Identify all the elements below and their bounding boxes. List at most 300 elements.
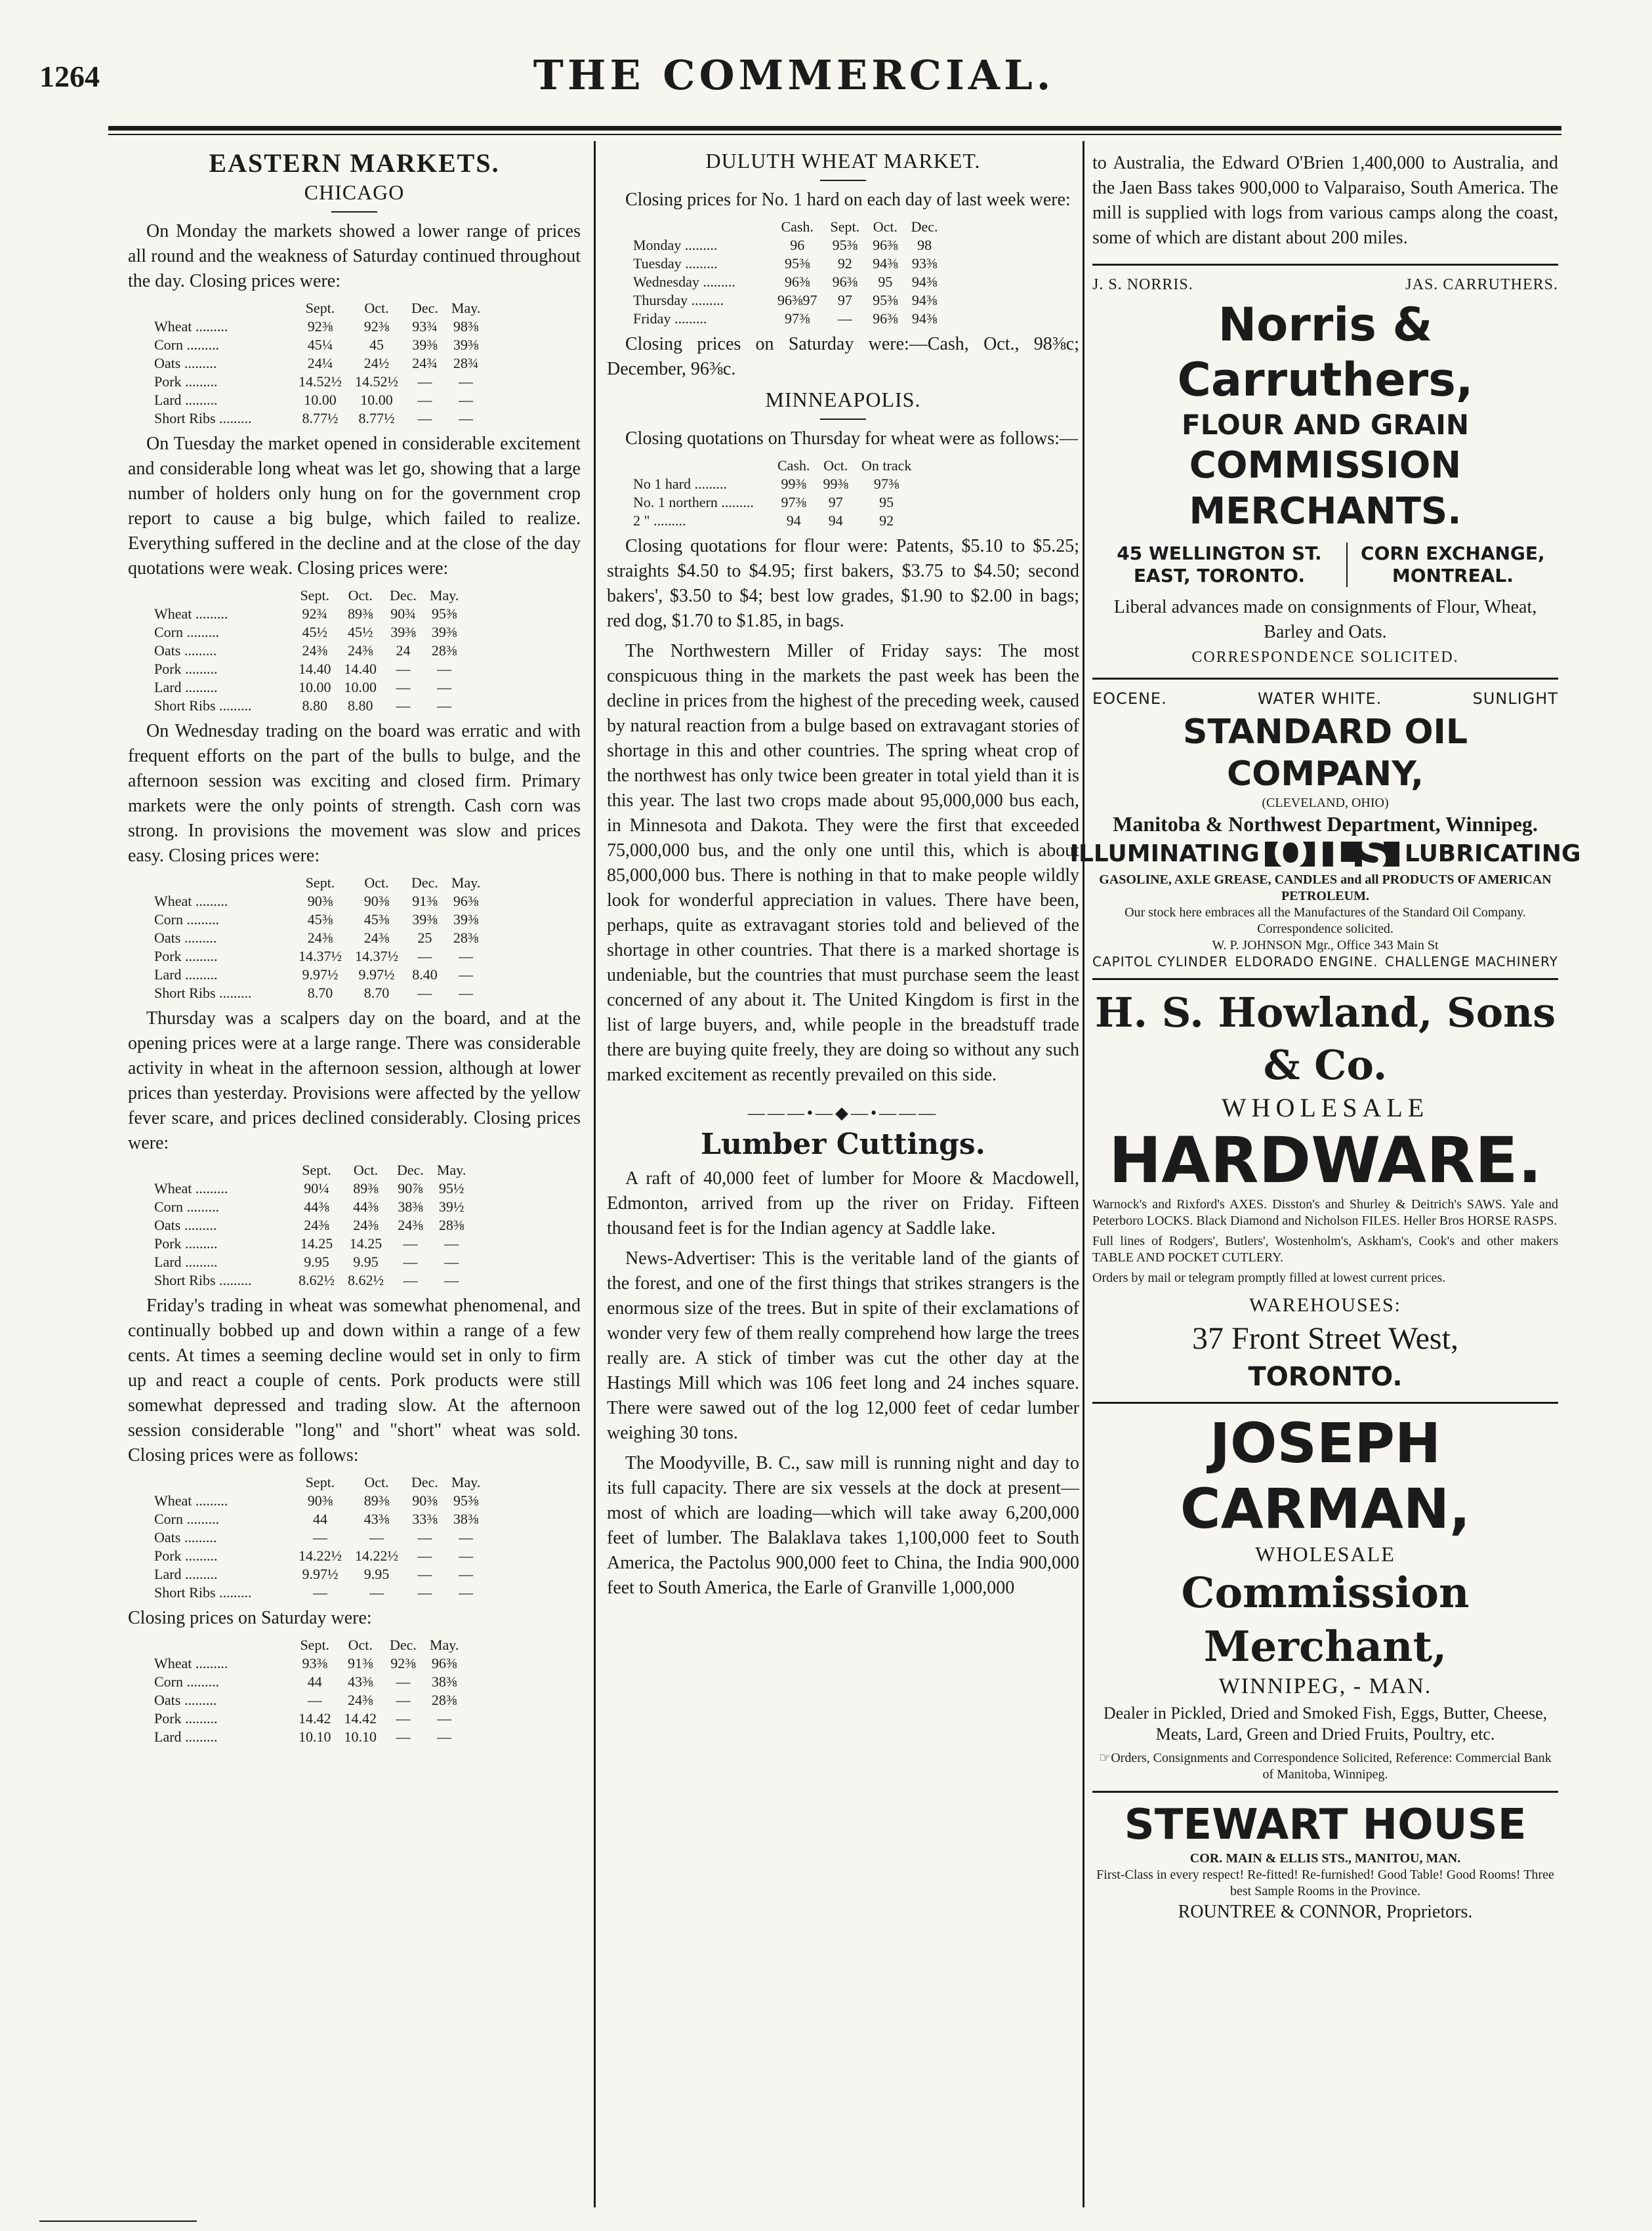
table-row [154,1492,487,1510]
table-header-row [154,1636,465,1654]
row-label: Wheat ......... [154,1180,228,1197]
column-header: Dec. [397,1162,424,1178]
ad-body: Orders by mail or telegram promptly filled at lowest current prices. [1092,1271,1446,1285]
price-cell: 14.52½ [355,373,398,390]
price-cell: — [459,410,474,426]
column-header: Oct. [348,1637,373,1653]
price-cell: 45¼ [307,337,333,353]
paragraph: Closing quotations for flour were: Patents, $5.10 to $5.25; straights $4.50 to $4.95; first bakers, $3.75 to $4.50; second bakers', $3.50 to $4; best low grades, $1.90 to $2.00 in bags; red dog, $1.70 to $1.85, in bags. [607,536,1079,631]
table-row [154,354,487,373]
paragraph: to Australia, the Edward O'Brien 1,400,000 to Australia, and the Jaen Bass takes 900,000 to Valparaiso, South America. The mill is supplied with logs from various camps along the coast, some of which are distant about 200 miles. [1092,153,1558,248]
ad-line: WHOLESALE [1221,1093,1430,1122]
price-cell: 14.37½ [299,948,342,964]
table-row [154,336,487,354]
price-cell: — [403,1235,418,1252]
table-row [154,966,487,984]
price-cell: — [437,661,452,677]
sub-title: CHICAGO [304,180,405,204]
row-label: Oats ......... [154,1529,217,1545]
price-cell: 92⅜ [307,318,333,335]
table-row [633,291,945,310]
price-cell: 96⅜ [785,274,810,290]
price-cell: — [437,1729,452,1745]
price-cell: — [369,1529,384,1545]
price-cell: 95⅜ [431,605,457,622]
price-cell: 14.25 [300,1235,333,1252]
table-row [154,1198,472,1216]
price-cell: 8.70 [307,985,333,1001]
price-cell: 90⅞ [398,1180,423,1197]
section-title: Lumber Cuttings. [701,1128,985,1161]
table-row [154,697,465,715]
column-header: Cash. [777,457,810,474]
price-cell: 92 [837,255,852,272]
oils-banner [1069,830,1581,878]
table-header-row [154,586,465,605]
row-label: Short Ribs ......... [154,1272,252,1288]
column-header: May. [436,1162,466,1178]
ad-body: Dealer in Pickled, Dried and Smoked Fish, Eggs, Butter, Cheese, Meats, Lard, Green and Dried Fruits, Poultry, etc. [1103,1704,1548,1744]
price-cell: 9.95 [353,1254,379,1270]
price-cell: 94⅜ [911,274,938,290]
price-cell: 24⅜ [307,930,333,946]
price-table [154,874,487,1002]
ad-body: First-Class in every respect! Re-fitted! Re-furnished! Good Table! Good Rooms! Three best Sample Rooms in the Province. [1096,1868,1554,1898]
paragraph: Closing prices for No. 1 hard on each day of last week were: [625,190,1071,210]
price-cell: — [459,985,474,1001]
price-cell: 94⅜ [911,292,938,308]
price-cell: 45½ [348,624,373,640]
price-cell: — [459,966,474,983]
column-header: On track [861,457,912,474]
partner-name: JAS. CARRUTHERS. [1405,276,1558,293]
price-cell: 95 [878,274,893,290]
firm-name: JOSEPH CARMAN, [1180,1411,1471,1541]
price-cell: 44⅜ [353,1198,379,1215]
ad-stewart-house [1092,1793,1558,1933]
column-header: Sept. [830,218,860,235]
price-cell: 89⅜ [353,1180,379,1197]
price-cell: — [417,410,432,426]
price-cell: — [459,1547,474,1564]
table-row [633,512,918,530]
table-row [633,475,918,493]
table-row [154,1691,465,1709]
price-cell: 93⅜ [911,255,938,272]
row-label: Pork ......... [154,1710,218,1727]
price-cell: 99⅜ [823,476,848,492]
paragraph: Closing prices on Saturday were:—Cash, Oct., 98⅜c; December, 96⅜c. [607,334,1079,379]
price-cell: 97 [837,292,852,308]
price-cell: 25 [417,930,432,946]
price-cell: 8.77½ [302,410,339,426]
paragraph: The Northwestern Miller of Friday says: The most conspicuous thing in the markets the past week has been the decline in prices from the highest of the preceding week, caused by natural reaction from a bulge based on extravagant stories of shortage in this and other countries. The spring wheat crop of the northwest has only twice been greater in total yield than it is this year. The last two crops made about 95,000,000 bus each, in Minnesota and Dakota. They were the first that exceeded 75,000,000 bus, and the only one until this, which is about 85,000,000 bus. There is nothing in that to make people wildly look for wonderful appreciation in values. There have been, perhaps, quite as extravagant stories told and believed of the shortage in other countries. That there is a marked shortage is undeniable, but the countries that must purchase seem the least concerned of any about it. The United Kingdom is first in the list of large buyers, and, while people in the breadstuff trade there are buying quite freely, they are doing so without any such marked excitement as recently prevailed on this side. [607,641,1079,1085]
column-header [154,299,292,317]
oil-type: ILLUMINATING [1069,840,1260,867]
row-label: Short Ribs ......... [154,697,252,714]
row-label: Oats ......... [154,1692,217,1708]
price-cell: 38⅜ [453,1511,479,1527]
table-row [154,391,487,409]
row-label: Corn ......... [154,1673,219,1690]
column-header: Sept. [300,1637,330,1653]
table-header-row [633,457,918,475]
row-label: Short Ribs ......... [154,985,252,1001]
address-montreal: CORN EXCHANGE, MONTREAL. [1361,542,1545,586]
price-cell: 92⅜ [390,1655,416,1671]
row-label: Wheat ......... [154,893,228,909]
price-cell: 14.25 [349,1235,382,1252]
page-header [39,39,1548,112]
row-label: Wheat ......... [154,1492,228,1509]
price-cell: 39⅜ [431,624,457,640]
table-row [154,605,465,623]
column-header: May. [451,874,481,891]
product: CAPITOL CYLINDER [1092,954,1228,970]
price-cell: 39½ [438,1198,465,1215]
paragraph: Thursday was a scalpers day on the board, and at the opening prices were at a large range. There was considerable activity in wheat in the afternoon session, although at lower prices than yesterday. Provisions were affected by the yellow fever scare, and prices declined considerably. Closing prices were: [128,1008,581,1153]
price-table [154,586,465,715]
row-label: Lard ......... [154,679,218,695]
price-cell: 14.37½ [355,948,398,964]
row-label: Oats ......... [154,642,217,659]
price-cell: 96⅜ [873,310,898,327]
row-label: Wheat ......... [154,605,228,622]
price-cell: 10.10 [299,1729,331,1745]
hardware-title: HARDWARE. [1108,1124,1542,1197]
column-header: Oct. [348,587,373,604]
price-cell: — [459,373,474,390]
price-cell: — [417,1547,432,1564]
table-row [154,1510,487,1528]
row-label: Pork ......... [154,373,218,390]
row-label: Oats ......... [154,930,217,946]
table-row [154,623,465,642]
column-header: Cash. [781,218,814,235]
price-cell: — [313,1529,327,1545]
warehouses-label: WAREHOUSES: [1249,1294,1401,1316]
hotel-address: COR. MAIN & ELLIS STS., MANITOU, MAN. [1189,1851,1461,1866]
table-row [633,310,945,328]
price-cell: — [417,373,432,390]
table-row [154,678,465,697]
price-cell: 98 [917,237,932,253]
price-cell: 97⅜ [785,310,810,327]
column-header: Oct. [353,1162,379,1178]
row-label: Thursday ......... [633,292,724,308]
price-cell: — [417,985,432,1001]
paragraph: On Tuesday the market opened in considerable excitement and considerable long wheat was let go, showing that a large number of holders only hung on for the government crop report to cause a big bulge, which failed to realize. Everything suffered in the decline and at the close of the day quotations were weak. Closing prices were: [128,434,581,579]
column-header: Sept. [305,300,335,316]
table-row [154,1528,487,1547]
price-cell: — [403,1272,418,1288]
paragraph: Closing prices on Saturday were: [128,1608,372,1628]
price-cell: 43⅜ [363,1511,390,1527]
table-row [154,1253,472,1271]
price-cell: — [459,948,474,964]
row-label: Pork ......... [154,1235,218,1252]
price-table [154,1161,472,1290]
price-cell: 10.10 [344,1729,377,1745]
price-cell: 90⅜ [307,893,333,909]
firm-name: Norris & Carruthers, [1177,298,1474,407]
price-table [154,1636,465,1746]
price-cell: 90⅜ [307,1492,333,1509]
row-label: Wheat ......... [154,318,228,335]
price-cell: 24⅜ [353,1217,379,1233]
footer-rule [39,2221,197,2222]
price-cell: 45⅜ [363,911,390,928]
price-cell: 24⅜ [363,930,390,946]
price-cell: 14.22½ [299,1547,342,1564]
column-header: Dec. [411,300,438,316]
table-header-row [154,874,487,892]
price-cell: 10.00 [360,392,393,408]
price-cell: — [444,1235,459,1252]
column-header [154,874,292,892]
ad-body: Warnock's and Rixford's AXES. Disston's and Shurley & Deitrich's SAWS. Yale and Peterboro LOCKS. Black Diamond and Nicholson FILES. Heller Bros HORSE RASPS. [1092,1197,1558,1228]
table-header-row [154,1473,487,1492]
table-row [154,1547,487,1565]
price-cell: 96⅜ [832,274,858,290]
price-cell: — [459,1584,474,1601]
column-header: May. [451,1474,481,1490]
row-label: Short Ribs ......... [154,1584,252,1601]
page-number: 1264 [39,60,100,93]
row-label: Oats ......... [154,1217,217,1233]
price-cell: — [444,1254,459,1270]
row-label: Lard ......... [154,1729,218,1745]
price-cell: 39⅜ [390,624,416,640]
paragraph: News-Advertiser: This is the veritable land of the giants of the forest, and one of the first things that strikes strangers is the enormous size of the trees. But in spite of their exclamations of wonder very few of them really comprehend how large the trees really are. A stick of timber was cut the other day at the Hastings Mill which was 106 feet long and 24 inches square. There were sawed out of the log 12,000 feet of cedar lumber weighing 30 tons. [607,1248,1079,1443]
continued-article [1092,144,1558,266]
paragraph: On Monday the markets showed a lower range of prices all round and the weakness of Saturday continued throughout the day. Closing prices were: [128,221,581,291]
row-label: Tuesday ......... [633,255,718,272]
price-cell: 14.40 [344,661,377,677]
price-cell: 9.97½ [302,966,339,983]
price-table [154,299,487,428]
table-row [154,929,487,947]
row-label: Corn ......... [154,337,219,353]
price-cell: 8.70 [363,985,390,1001]
price-cell: — [444,1272,459,1288]
row-label: No. 1 northern ......... [633,494,754,510]
short-rule [820,180,866,181]
price-cell: 24½ [363,355,390,371]
column-header: May. [451,300,481,316]
column-header: Dec. [390,1637,417,1653]
price-cell: — [417,1584,432,1601]
table-row [633,236,945,255]
partner-name: J. S. NORRIS. [1092,276,1193,293]
price-cell: 28⅜ [453,930,479,946]
price-cell: 10.00 [344,679,377,695]
header-rule-thin [108,134,1561,135]
price-cell: 9.95 [363,1566,390,1582]
manager: W. P. JOHNSON Mgr., Office 343 Main St [1212,938,1439,952]
table-row [154,409,487,428]
column-divider [594,141,596,2207]
price-cell: 89⅜ [363,1492,390,1509]
price-cell: — [417,1566,432,1582]
table-row [633,493,918,512]
price-cell: — [396,1710,411,1727]
price-cell: — [369,1584,384,1601]
row-label: Corn ......... [154,1511,219,1527]
brand: SUNLIGHT [1472,689,1558,708]
price-cell: — [459,392,474,408]
price-cell: 92 [879,512,894,529]
price-cell: 39⅜ [453,911,479,928]
price-cell: — [396,661,411,677]
ad-body: Full lines of Rodgers', Butlers', Wostenholm's, Askham's, Cook's and other makers TABLE AND POCKET CUTLERY. [1092,1234,1558,1265]
column-header [633,457,771,475]
column-header: Sept. [305,1474,335,1490]
price-cell: 90⅜ [363,893,390,909]
price-cell: 14.42 [344,1710,377,1727]
column-duluth-lumber [607,144,1079,1606]
table-header-row [154,299,487,317]
price-cell: 8.80 [302,697,327,714]
price-cell: 10.00 [299,679,331,695]
table-row [154,911,487,929]
price-cell: — [396,1692,411,1708]
column-header: Dec. [411,874,438,891]
price-table [154,1473,487,1602]
price-cell: 38⅜ [398,1198,423,1215]
hotel-name: STEWART HOUSE [1124,1801,1527,1849]
price-cell: 96⅜ [431,1655,457,1671]
price-cell: 24⅜ [302,642,327,659]
paragraph: On Wednesday trading on the board was erratic and with frequent efforts on the part of the bulls to bulge, and the afternoon session was exciting and closed firm. Primary markets were the only points of strength. Cash corn was strong. In provisions the movement was slow and prices easy. Closing prices were: [128,721,581,866]
product: ELDORADO ENGINE. [1235,954,1378,970]
table-row [633,273,945,291]
table-row [154,642,465,660]
price-cell: 8.80 [348,697,373,714]
column-header: May. [429,587,459,604]
column-eastern-markets [128,144,581,1750]
ad-line: FLOUR AND GRAIN [1182,409,1469,441]
price-cell: — [417,948,432,964]
price-cell: 14.52½ [299,373,342,390]
table-row [154,1673,465,1691]
table-row [154,1216,472,1235]
price-cell: 10.00 [304,392,337,408]
price-cell: 9.95 [304,1254,329,1270]
price-cell: 90¾ [390,605,416,622]
price-cell: — [307,1692,322,1708]
address-row [1092,542,1558,587]
price-cell: 91⅜ [348,1655,373,1671]
column-header: Dec. [390,587,417,604]
price-cell: 24⅜ [348,1692,373,1708]
price-cell: 96⅜97 [777,292,817,308]
price-table [633,218,945,328]
price-cell: — [437,679,452,695]
table-row [154,1654,465,1673]
price-cell: 43⅜ [348,1673,373,1690]
ornament-divider: ———•—◆—•——— [747,1103,939,1122]
price-cell: 95½ [438,1180,465,1197]
price-cell: 95⅜ [832,237,858,253]
price-cell: 39⅜ [412,337,438,353]
row-label: Lard ......... [154,392,218,408]
column-header: Oct. [823,457,848,474]
price-cell: 44 [307,1673,322,1690]
price-cell: 28⅜ [431,642,457,659]
price-cell: 96 [790,237,805,253]
row-label: Oats ......... [154,355,217,371]
column-header: Oct. [364,1474,389,1490]
partner-names [1092,272,1558,297]
price-cell: 39⅜ [453,337,479,353]
price-cell: 97⅜ [873,476,899,492]
price-cell: 8.40 [412,966,438,983]
table-row [154,947,487,966]
oil-type: LUBRICATING [1404,840,1581,867]
column-header: Oct. [364,874,389,891]
price-cell: 98⅜ [453,318,479,335]
price-cell: 24¼ [307,355,333,371]
price-cell: — [437,697,452,714]
reference: ☞Orders, Consignments and Correspondence Solicited, Reference: Commercial Bank of Manitoba, Winnipeg. [1099,1751,1552,1782]
paragraph: The Moodyville, B. C., saw mill is running night and day to its full capacity. There are six vessels at the dock at present—most of which are loading—which will take away 6,200,000 feet of lumber. The Balaklava takes 1,100,000 feet to South America, the Pactolus 900,000 feet to China, the India 900,000 feet to South America, the Earle of Granville 1,000,000 [607,1453,1079,1598]
price-cell: 33⅜ [412,1511,438,1527]
price-cell: 95⅜ [873,292,898,308]
price-cell: — [403,1254,418,1270]
price-cell: 90⅜ [412,1492,438,1509]
price-cell: — [396,697,411,714]
ad-howland [1092,980,1558,1404]
price-cell: 28¾ [453,355,479,371]
table-row [154,1271,472,1290]
price-cell: 94⅜ [911,310,938,327]
price-cell: 94⅜ [873,255,898,272]
price-cell: — [459,1566,474,1582]
product: CHALLENGE MACHINERY [1385,954,1558,970]
ad-line: Commission Merchant, [1181,1568,1470,1671]
row-label: Pork ......... [154,661,218,677]
column-header [154,1636,292,1654]
column-header: Oct. [873,218,898,235]
price-cell: 96⅜ [453,893,479,909]
price-cell: 45 [369,337,384,353]
row-label: Pork ......... [154,948,218,964]
price-cell: 93¾ [412,318,438,335]
paragraph: Friday's trading in wheat was somewhat phenomenal, and continually bobbed up and down within a range of a few cents. At times a seeming decline would set in only to firm up and react a couple of cents. Pork products were still somewhat depressed and trading slow. At the afternoon session considerable "long" and "short" wheat was sold. Closing prices were as follows: [128,1296,581,1465]
city: WINNIPEG, - MAN. [1218,1674,1432,1698]
price-cell: 93⅜ [302,1655,327,1671]
price-cell: 8.62½ [299,1272,335,1288]
section-title: EASTERN MARKETS. [209,148,500,178]
paragraph: A raft of 40,000 feet of lumber for Moore & Macdowell, Edmonton, arrived from up the river on Friday. Fifteen thousand feet is for the Indian agency at Saddle lake. [607,1168,1079,1238]
table-row [154,1728,465,1746]
column-header: Sept. [300,587,330,604]
ad-norris-carruthers [1092,266,1558,680]
price-cell: — [837,310,852,327]
row-label: Short Ribs ......... [154,410,252,426]
price-cell: — [417,392,432,408]
table-row [154,984,487,1002]
price-cell: 24⅜ [348,642,373,659]
ad-line: COMMISSION MERCHANTS. [1189,444,1462,533]
firm-name: H. S. Howland, Sons & Co. [1094,989,1556,1089]
row-label: Monday ......... [633,237,718,253]
price-cell: 14.40 [299,661,331,677]
price-cell: 44⅜ [304,1198,329,1215]
row-label: Friday ......... [633,310,707,327]
table-row [154,1179,472,1198]
